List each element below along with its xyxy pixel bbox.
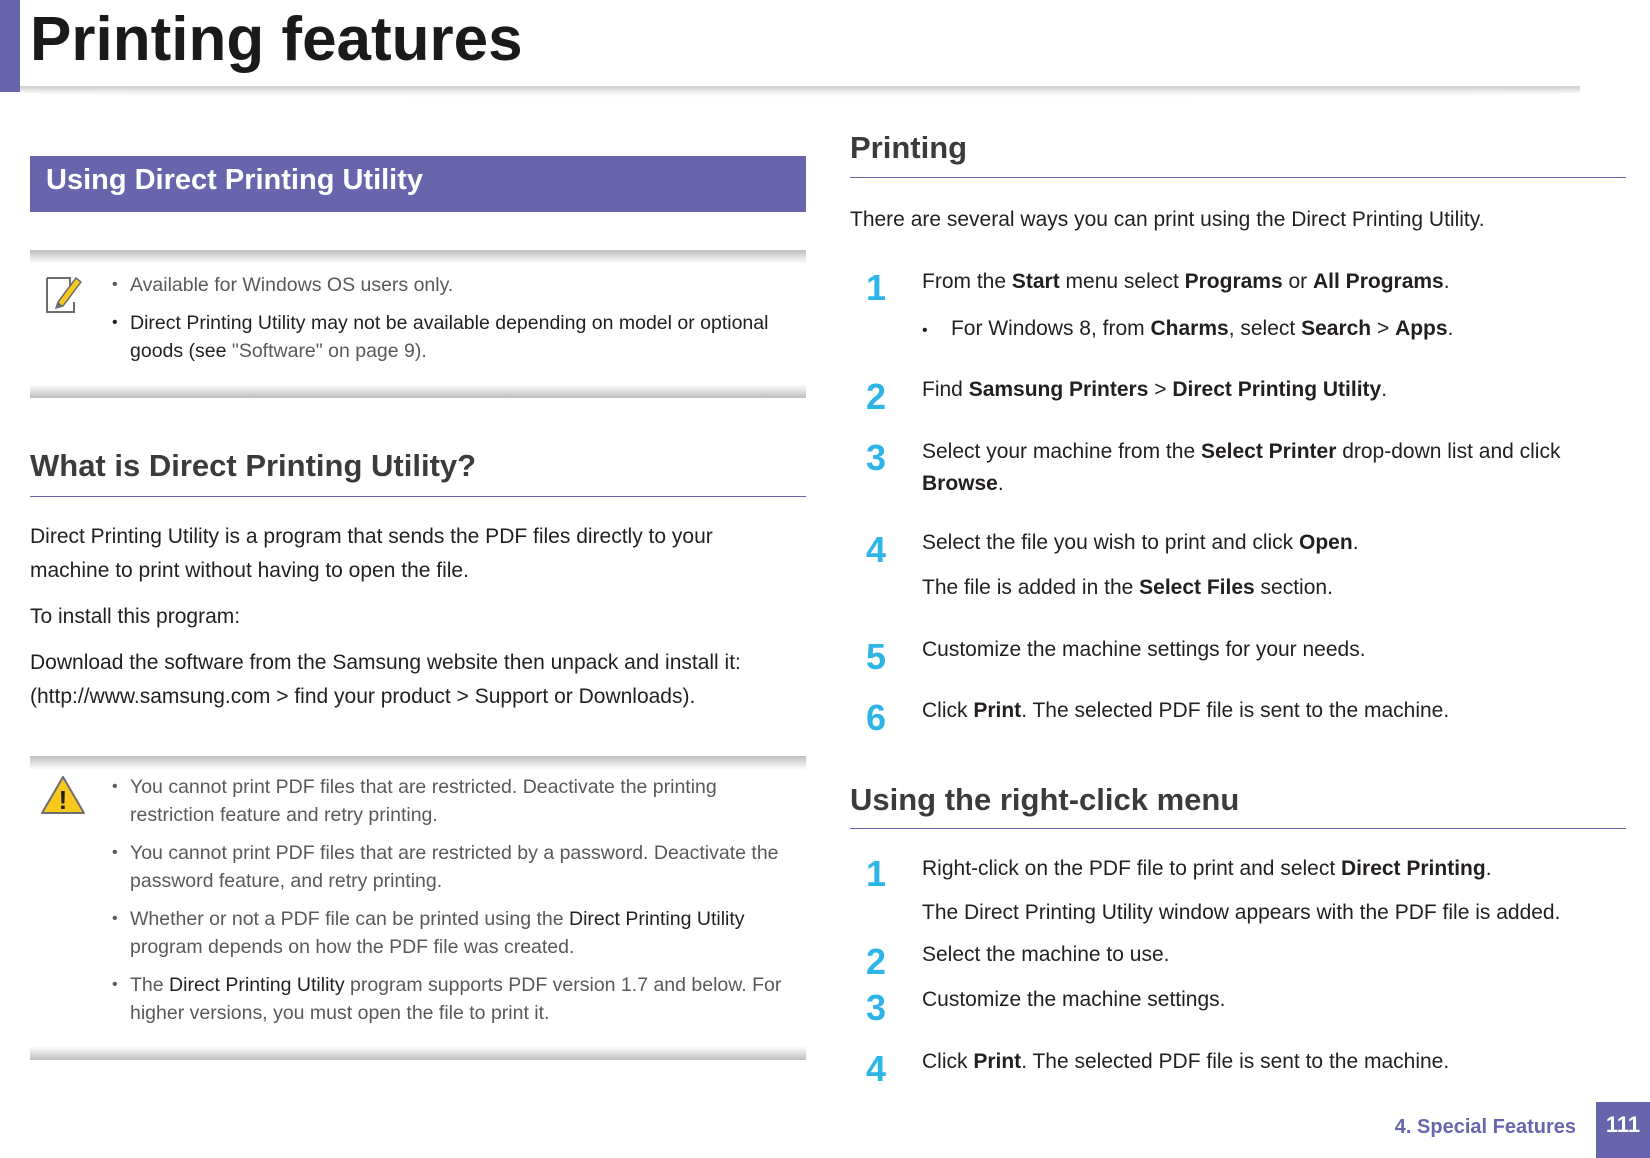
note-box-bottom-edge: [30, 384, 806, 398]
note-item-text: Direct Printing Utility may not be available depending on model or optional goods (see: [130, 312, 769, 362]
step-text: Find Samsung Printers > Direct Printing Utility.: [922, 378, 1388, 401]
page-number: 111: [1605, 1112, 1641, 1137]
step-number: 1: [866, 853, 887, 894]
note-item: [112, 309, 802, 365]
caution-item: • You cannot print PDF files that are restricted. Deactivate the printing restriction feature and retry printing.: [112, 773, 802, 829]
title-underline: [20, 86, 1580, 98]
heading-rule: [850, 828, 1626, 829]
note-box-top-edge: [30, 250, 806, 264]
caution-box-bottom-edge: [30, 1046, 806, 1060]
step-text: Select your machine from the Select Printer drop-down list and click Browse.: [922, 440, 1561, 495]
printing-intro: There are several ways you can print using the Direct Printing Utility.: [850, 208, 1485, 231]
what-p1a: Direct Printing Utility is a program that sends the PDF files directly to your: [30, 525, 713, 548]
step-number: 1: [866, 267, 887, 308]
step-text: Customize the machine settings for your needs.: [922, 638, 1366, 661]
what-p3b: (http://www.samsung.com > find your product > Support or Downloads).: [30, 685, 696, 708]
step-text: Select the machine to use.: [922, 943, 1170, 966]
page-number-box: [1596, 1102, 1650, 1158]
svg-text:!: !: [58, 785, 68, 815]
section-banner: [30, 156, 806, 212]
step-text: Customize the machine settings.: [922, 988, 1226, 1011]
what-heading: What is Direct Printing Utility?: [30, 448, 477, 483]
caution-list: [112, 773, 802, 1037]
footer-chapter: 4. Special Features: [1394, 1116, 1576, 1138]
step-number: 5: [866, 636, 887, 677]
what-p2: To install this program:: [30, 605, 241, 628]
step-number: 3: [866, 437, 887, 478]
step-subtext: • For Windows 8, from Charms, select Search > Apps.: [922, 317, 1454, 340]
pencil-note-icon: [44, 272, 82, 316]
step-text: Select the file you wish to print and click Open.: [922, 531, 1359, 554]
heading-rule: [850, 177, 1626, 178]
caution-item: • The Direct Printing Utility program supports PDF version 1.7 and below. For higher versions, you must open the file to print it.: [112, 971, 802, 1027]
step-subtext: The file is added in the Select Files section.: [922, 576, 1333, 599]
caution-box-top-edge: [30, 756, 806, 770]
rightclick-heading: Using the right-click menu: [850, 782, 1240, 817]
step-text: Click Print. The selected PDF file is sent to the machine.: [922, 699, 1450, 722]
step-text: From the Start menu select Programs or All Programs.: [922, 270, 1450, 293]
software-page-link[interactable]: "Software" on page 9).: [231, 340, 427, 362]
step-text: Right-click on the PDF file to print and select Direct Printing.: [922, 857, 1492, 880]
what-p3a: Download the software from the Samsung website then unpack and install it:: [30, 651, 741, 674]
what-paragraph: [30, 520, 806, 714]
header-accent-bar: [0, 0, 20, 92]
step-number: 2: [866, 376, 887, 417]
step-number: 3: [866, 987, 887, 1028]
caution-item: • Whether or not a PDF file can be printed using the Direct Printing Utility program depends on how the PDF file was created.: [112, 905, 802, 961]
step-number: 4: [866, 1048, 887, 1089]
step-subtext: The Direct Printing Utility window appears with the PDF file is added.: [922, 901, 1561, 924]
heading-rule: [30, 496, 806, 497]
caution-item: • You cannot print PDF files that are restricted by a password. Deactivate the password feature, and retry printing.: [112, 839, 802, 895]
step-number: 4: [866, 529, 887, 570]
step-number: 2: [866, 941, 887, 982]
printing-heading: Printing: [850, 130, 968, 165]
what-p1b: machine to print without having to open the file.: [30, 559, 469, 582]
warning-triangle-icon: [40, 774, 86, 816]
section-title: Using Direct Printing Utility: [46, 164, 424, 196]
note-item: • Available for Windows OS users only.: [112, 271, 802, 299]
step-text: Click Print. The selected PDF file is sent to the machine.: [922, 1050, 1450, 1073]
page-title: Printing features: [30, 5, 523, 74]
note-list: [112, 271, 802, 375]
step-number: 6: [866, 697, 887, 738]
